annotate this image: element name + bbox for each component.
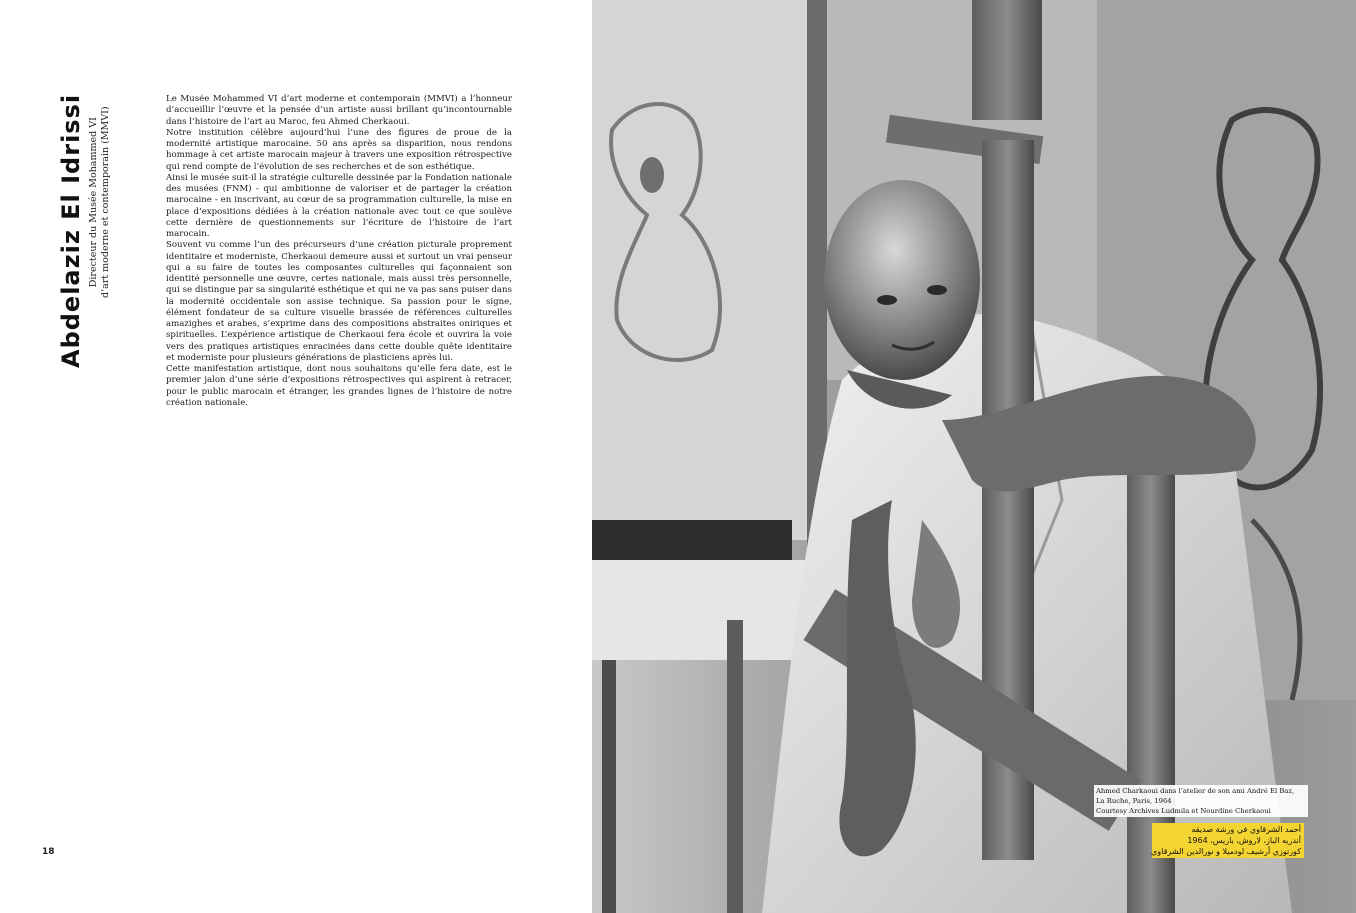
caption-line: Ahmed Charkaoui dans l’atelier de son ami André El Baz, (1096, 787, 1295, 795)
author-role (88, 106, 112, 298)
author-name: Abdelaziz El Idrissi (57, 93, 85, 368)
author-role-line: d’art moderne et contemporain (MMVI) (100, 106, 111, 298)
body-paragraph: Le Musée Mohammed VI d’art moderne et contemporain (MMVI) a l’honneur d’accueillir l’œuvre et la pensée d’un artiste aussi brillant qu’incontournable dans l’histoire de l’art au Maroc, feu Ahmed Cherkaoui. (166, 94, 512, 127)
body-paragraph: Souvent vu comme l’un des précurseurs d’une création picturale proprement identitaire et moderniste, Cherkaoui demeure aussi et surtout un vrai penseur qui a su faire de toutes les composantes culturelles qui façonnaient son identité personnelle une œuvre, certes nationale, mais aussi très personnelle, qui se distingue par sa singularité esthétique et qui ne va pas sans puiser dans la modernité occidentale son assise technique. Sa passion pour le signe, élément fondateur de sa culture visuelle brassée de références culturelles amazighes et arabes, s’exprime dans des compositions abstraites oniriques et spirituelles. L’expérience artistique de Cherkaoui fera école et ouvrira la voie vers des pratiques artistiques enracinées dans cette double quête identitaire et moderniste pour plusieurs générations de plasticiens après lui. (166, 240, 512, 363)
caption-line: كورتوزي أرشيف لودميلا و نورالدين الشرقاوي (1151, 847, 1301, 856)
caption-line: أحمد الشرقاوي في ورشة صديقه (1191, 825, 1301, 834)
photo-caption-arabic (1152, 823, 1304, 858)
left-page (0, 0, 592, 913)
caption-line: La Ruche, Paris, 1964 (1096, 797, 1172, 805)
author-role-line: Directeur du Musée Mohammed VI (88, 117, 99, 288)
body-paragraph: Cette manifestation artistique, dont nous souhaitons qu’elle fera date, est le premier jalon d’une série d’expositions rétrospectives qui aspirent à retracer, pour le public marocain et étranger, les grandes lignes de l’histoire de notre création nationale. (166, 364, 512, 408)
caption-line: أندريه الباز، لاروش، باريس، 1964 (1187, 836, 1301, 845)
body-paragraph: Notre institution célèbre aujourd’hui l’une des figures de proue de la modernité artistique marocaine. 50 ans après sa disparition, nous rendons hommage à cet artiste marocain majeur à travers une exposition rétrospective qui rend compte de l’évolution de ses recherches et de son esthétique. (166, 127, 512, 172)
caption-line: Courtesy Archives Ludmila et Nourdine Cherkaoui (1096, 807, 1271, 815)
page-number: 18 (42, 847, 55, 857)
photo-page (592, 0, 1356, 913)
author-title (56, 94, 86, 368)
article-body (166, 94, 512, 409)
photo-caption-french (1094, 785, 1308, 817)
body-paragraph: Ainsi le musée suit-il la stratégie culturelle dessinée par la Fondation nationale des musées (FNM) - qui ambitionne de valoriser et de partager la création marocaine - en inscrivant, au cœur de sa programmation culturelle, la mise en place d’expositions dédiées à la création nationale avec tout ce que soulève cette dernière de questionnements sur l’écriture de l’histoire de l’art marocain. (166, 172, 512, 239)
artist-portrait-photo (592, 0, 1356, 913)
